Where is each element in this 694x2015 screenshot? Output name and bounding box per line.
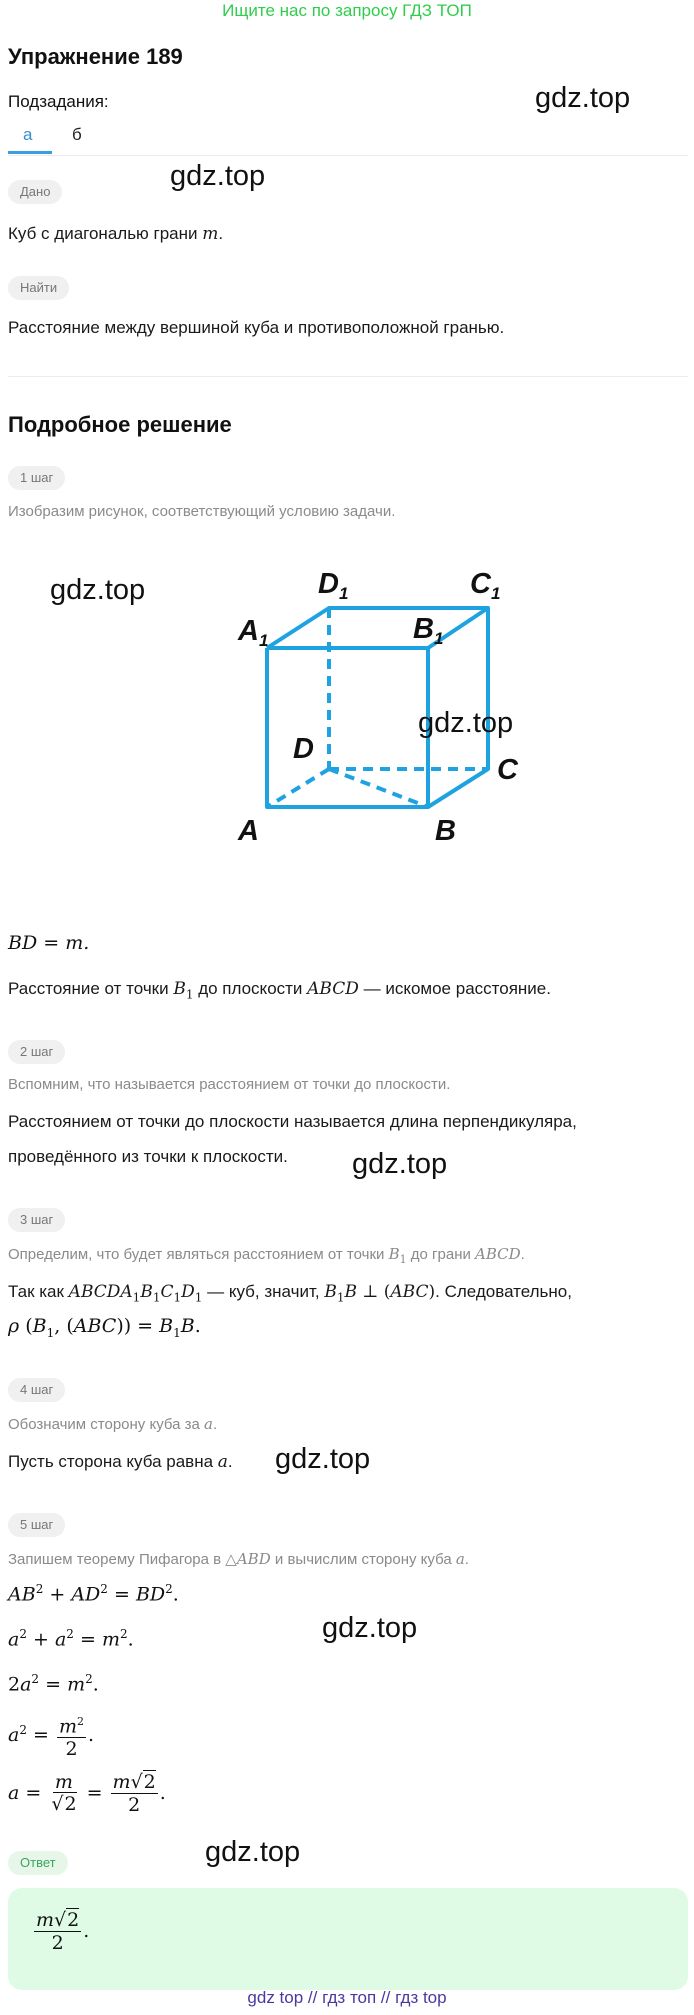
- watermark: gdz.top: [50, 574, 146, 606]
- divider: [8, 155, 688, 156]
- equation-a-squared: $a^2$ = $\frac{m^2}{2}$ .: [8, 1712, 94, 1760]
- label-a1: $A_1$: [238, 615, 269, 650]
- watermark: gdz.top: [322, 1612, 418, 1644]
- answer-value: $\frac{m√2}{2}$ .: [36, 1909, 90, 1954]
- equation-distance: ρ ($B_1$, $(ABC)) = B_1B$.: [8, 1315, 201, 1340]
- tab-a[interactable]: а: [23, 125, 33, 144]
- step-4-text: Пусть сторона куба равна a.: [8, 1452, 233, 1472]
- find-pill: Найти: [8, 276, 69, 300]
- label-b: B: [435, 815, 456, 847]
- tab-b[interactable]: б: [72, 125, 82, 144]
- step-5-pill: 5 шаг: [8, 1513, 65, 1537]
- equation-pythagoras: $AB^2 + AD^2 = BD^2$.: [8, 1582, 179, 1606]
- label-c: C: [497, 754, 518, 786]
- watermark: gdz.top: [205, 1836, 301, 1868]
- step-5-desc: Запишем теорему Пифагора в △ABD и вычислим сторону куба a.: [8, 1550, 469, 1568]
- answer-pill: Ответ: [8, 1851, 68, 1875]
- step-2-line1: Расстоянием от точки до плоскости называется длина перпендикуляра,: [8, 1112, 577, 1131]
- step-3-desc: Определим, что будет являться расстоянием от точки $B_1$ до грани ABCD.: [8, 1245, 525, 1266]
- equation-sum: $a^2 + a^2 = m^2$.: [8, 1627, 134, 1651]
- subtasks-label: Подзадания:: [8, 92, 109, 111]
- step-4-pill: 4 шаг: [8, 1378, 65, 1402]
- step-2-line2: проведённого из точки к плоскости.: [8, 1147, 288, 1166]
- cube-front-face: [267, 648, 428, 807]
- step-3-pill: 3 шаг: [8, 1208, 65, 1232]
- step-1-desc: Изобразим рисунок, соответствующий условию задачи.: [8, 503, 396, 520]
- watermark: gdz.top: [275, 1443, 371, 1475]
- watermark: gdz.top: [418, 707, 514, 739]
- divider: [8, 376, 688, 377]
- label-d: D: [293, 733, 314, 765]
- label-d1: $D_1$: [318, 568, 349, 603]
- step-2-pill: 2 шаг: [8, 1040, 65, 1064]
- watermark: gdz.top: [352, 1148, 448, 1180]
- step-1-text: Расстояние от точки $B_1$ до плоскости ABCD — искомое расстояние.: [8, 979, 551, 1002]
- solution-title: Подробное решение: [8, 412, 232, 437]
- label-a: A: [238, 815, 259, 847]
- given-pill: Дано: [8, 180, 62, 204]
- cube-figure: [220, 560, 540, 850]
- label-b1: $B_1$: [413, 613, 444, 648]
- watermark: gdz.top: [535, 82, 631, 114]
- answer-box: [8, 1888, 688, 1990]
- step-2-desc: Вспомним, что называется расстоянием от точки до плоскости.: [8, 1076, 451, 1093]
- step-3-text: Так как $ABCDA_1B_1C_1D_1$ — куб, значит, $B_1B$ ⊥ (ABC). Следовательно,: [8, 1282, 572, 1305]
- cube-top-face: [267, 608, 488, 648]
- equation-double: $2a^2 = m^2$.: [8, 1672, 99, 1696]
- search-banner[interactable]: Ищите нас по запросу ГДЗ ТОП: [222, 1, 472, 20]
- footer-links[interactable]: gdz top // гдз топ // гдз top: [247, 1988, 447, 2007]
- step-4-desc: Обозначим сторону куба за a.: [8, 1415, 218, 1433]
- given-text: Куб с диагональю грани m.: [8, 224, 224, 244]
- find-text: Расстояние между вершиной куба и противоположной гранью.: [8, 318, 505, 337]
- watermark: gdz.top: [170, 160, 266, 192]
- label-c1: $C_1$: [470, 568, 501, 603]
- equation-bd: BD = m.: [8, 932, 90, 954]
- step-1-pill: 1 шаг: [8, 466, 65, 490]
- active-tab-indicator: [8, 151, 52, 154]
- equation-a: a = $\frac{m}{√2}$ = $\frac{m√2}{2}$ .: [8, 1771, 166, 1816]
- page-title: Упражнение 189: [8, 44, 183, 69]
